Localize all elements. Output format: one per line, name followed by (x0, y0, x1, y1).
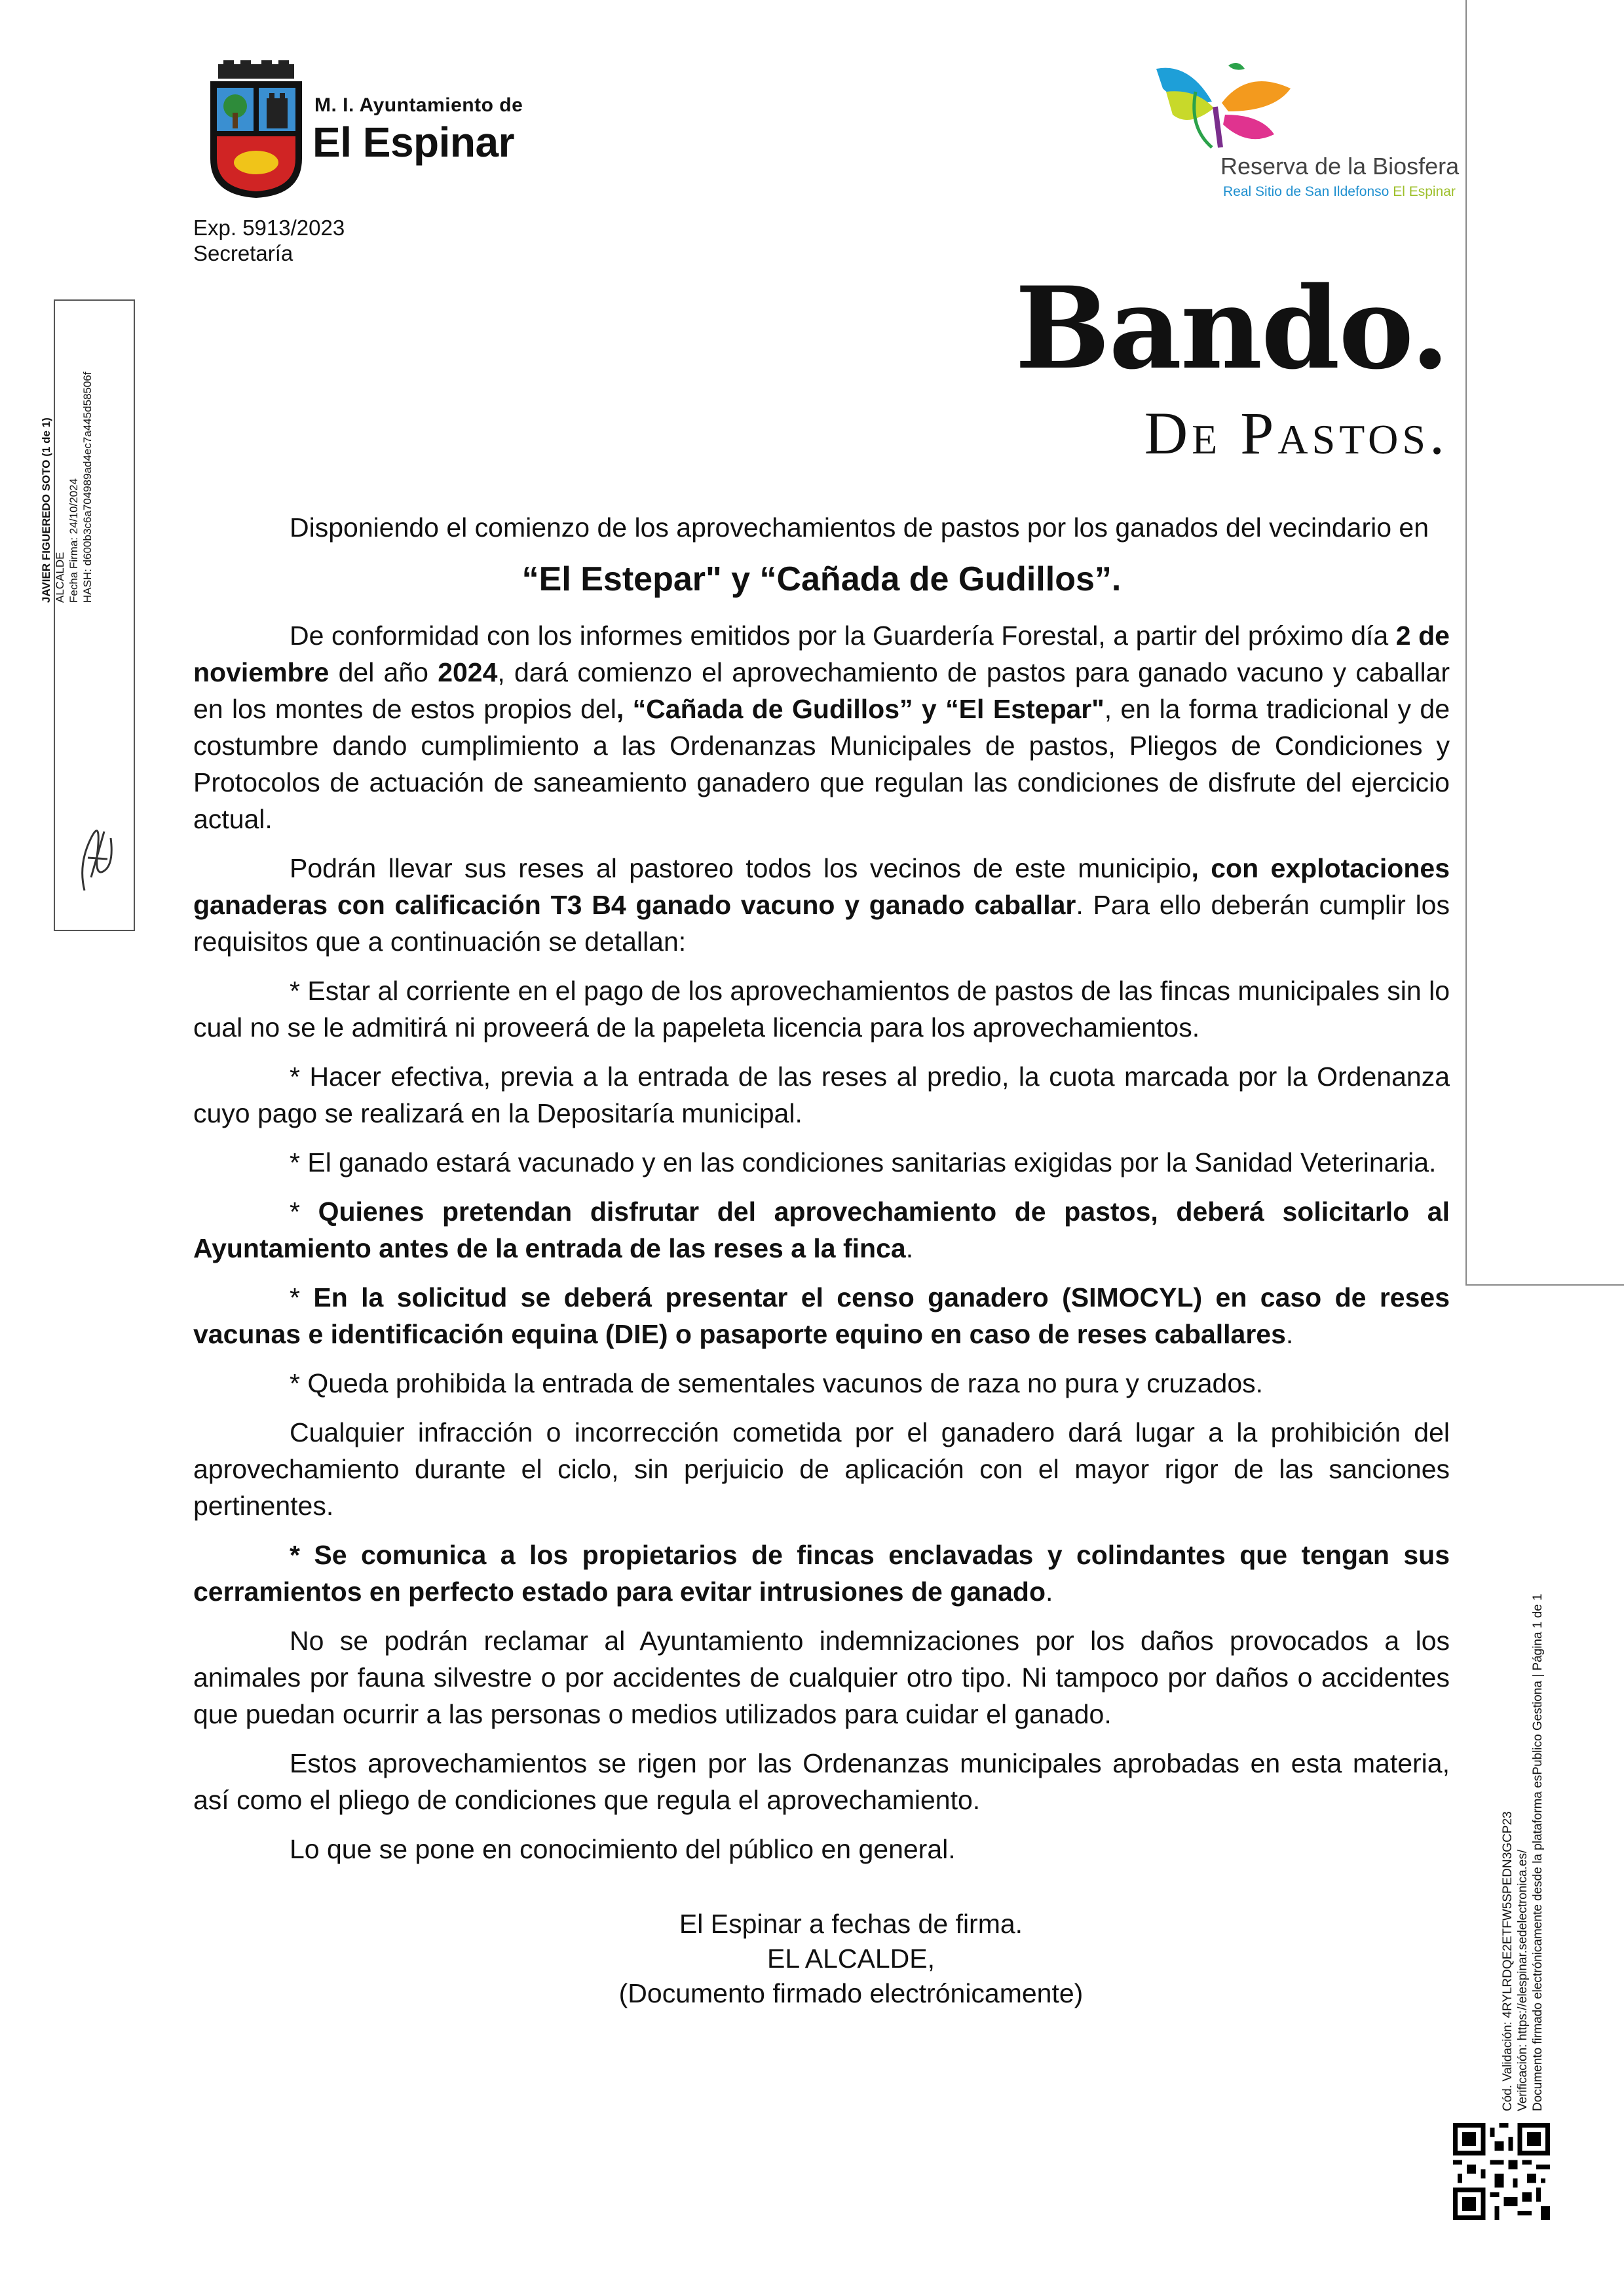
text: * (290, 1196, 318, 1227)
biosphere-title: Reserva de la Biosfera (1220, 153, 1460, 180)
paragraph-regulations: Estos aprovechamientos se rigen por las Ordenanzas municipales aprobadas en esta materia, así como el pliego de condiciones que regula el aprovechamiento. (193, 1748, 1450, 1815)
text: . (1046, 1577, 1053, 1607)
signature-date: Fecha Firma: 24/10/2024 (67, 478, 80, 603)
signer-role: ALCALDE (54, 552, 66, 603)
document-body (193, 509, 1450, 2011)
platform-note: Documento firmado electrónicamente desde la plataforma esPublico Gestiona | Página 1 de 1 (1531, 1594, 1545, 2111)
places: , “Cañada de Gudillos” y “El Estepar" (616, 694, 1105, 724)
handwritten-signature (65, 812, 124, 897)
paragraph-eligibility (193, 850, 1450, 960)
butterfly-icon (1150, 62, 1300, 154)
text: . (1285, 1319, 1294, 1349)
paragraph-liability: No se podrán reclamar al Ayuntamiento indemnizaciones por los daños provocados a los animales por fauna silvestre o por accidentes de cualquier otro tipo. Ni tampoco por daños o accidentes que puedan ocurrir a las personas o medios utilizados para cuidar el ganado. (193, 1626, 1450, 1729)
paragraph-start-date (193, 617, 1450, 837)
paragraph-closing: Lo que se pone en conocimiento del público en general. (290, 1834, 956, 1864)
document-subtitle: De Pastos. (1144, 400, 1448, 467)
requirement-bold: En la solicitud se deberá presentar el censo ganadero (SIMOCYL) en caso de reses vacunas e identificación equina (DIE) o pasaporte equino en caso de reses caballares (193, 1282, 1450, 1349)
start-date: 2 de noviembre (193, 621, 1450, 687)
department: Secretaría (193, 241, 293, 265)
signature-role: EL ALCALDE, (766, 1943, 935, 1974)
signature-place: El Espinar a fechas de firma. (679, 1909, 1023, 1939)
year: 2024 (438, 657, 498, 687)
signature-note: (Documento firmado electrónicamente) (618, 1978, 1084, 2008)
municipality-prefix: M. I. Ayuntamiento de (314, 94, 523, 116)
requirement-6: * Queda prohibida la entrada de sementales vacunos de raza no pura y cruzados. (290, 1368, 1264, 1398)
text: De conformidad con los informes emitidos por la Guardería Forestal, a partir del próximo día (290, 621, 1396, 651)
requirement-1: * Estar al corriente en el pago de los aprovechamientos de pastos de las fincas municipales sin lo cual no se le admitirá ni proveerá de la papeleta licencia para los aprovechamientos. (193, 976, 1450, 1043)
text: * (290, 1282, 314, 1312)
requirement-bold: Quienes pretendan disfrutar del aprovechamiento de pastos, deberá solicitarlo al Ayuntamiento antes de la entrada de las reses a la finca (193, 1196, 1450, 1263)
biosphere-logo (1150, 62, 1460, 203)
paragraph-infractions: Cualquier infracción o incorrección cometida por el ganadero dará lugar a la prohibición del aprovechamiento durante el ciclo, sin perjuicio de aplicación con el mayor rigor de las sanciones pertinentes. (193, 1417, 1450, 1521)
verification-url: Verificación: https://elespinar.sedelectronica.es/ (1516, 1849, 1530, 2111)
eligibility-bold: , con explotaciones ganaderas con calificación T3 B4 ganado vacuno y ganado caballar (193, 853, 1450, 920)
coat-of-arms-icon (206, 60, 306, 199)
biosphere-subtitle (1223, 184, 1456, 200)
fences-bold: * Se comunica a los propietarios de fincas enclavadas y colindantes que tengan sus cerramientos en perfecto estado para evitar intrusiones de ganado (193, 1540, 1450, 1607)
biosphere-sub-1: Real Sitio de San Ildefonso (1223, 184, 1389, 199)
paragraph-intro: Disponiendo el comienzo de los aprovechamientos de pastos por los ganados del vecindario en (290, 512, 1429, 543)
municipality-logo (206, 60, 523, 201)
text: , en la forma tradicional y de costumbre dando cumplimiento a las Ordenanzas Municipales de pastos, Pliegos de Condiciones y Protocolos de actuación de saneamiento ganadero que regulan las condiciones de disfrute del ejercicio actual. (193, 694, 1450, 834)
validation-details (1500, 1594, 1545, 2111)
requirement-5 (193, 1279, 1450, 1352)
right-margin-box (1465, 0, 1624, 1286)
signer-details (39, 372, 94, 603)
file-reference (193, 215, 345, 266)
municipality-name: El Espinar (312, 119, 514, 166)
text: del año (329, 657, 438, 687)
places-title: “El Estepar" y “Cañada de Gudillos”. (521, 560, 1122, 598)
requirement-3: * El ganado estará vacunado y en las condiciones sanitarias exigidas por la Sanidad Veterinaria. (290, 1147, 1437, 1177)
document-title: Bando. (1015, 261, 1448, 394)
biosphere-sub-2: El Espinar (1393, 184, 1456, 199)
requirement-4 (193, 1193, 1450, 1267)
signature-hash: HASH: d600b3c6a704989ad4ec7a445d58506f (81, 372, 94, 603)
validation-code: Cód. Validación: 4RYLRDQE2ETFW5SPEDN3GCP23 (1501, 1811, 1515, 2111)
text: Podrán llevar sus reses al pastoreo todos los vecinos de este municipio (290, 853, 1192, 883)
text: . (905, 1233, 914, 1263)
text: , dará comienzo el aprovechamiento de pastos para ganado vacuno y caballar en los montes de estos propios del (193, 657, 1450, 724)
text: . Para ello deberán cumplir los requisitos que a continuación se detallan: (193, 890, 1450, 957)
file-number: Exp. 5913/2023 (193, 216, 345, 240)
signer-name: JAVIER FIGUEREDO SOTO (1 de 1) (40, 417, 52, 603)
paragraph-fences (193, 1537, 1450, 1610)
requirement-2: * Hacer efectiva, previa a la entrada de las reses al predio, la cuota marcada por la Ordenanza cuyo pago se realizará en la Depositaría municipal. (193, 1062, 1450, 1128)
qr-code-icon[interactable] (1453, 2123, 1550, 2220)
signature-block (193, 1907, 1450, 2011)
